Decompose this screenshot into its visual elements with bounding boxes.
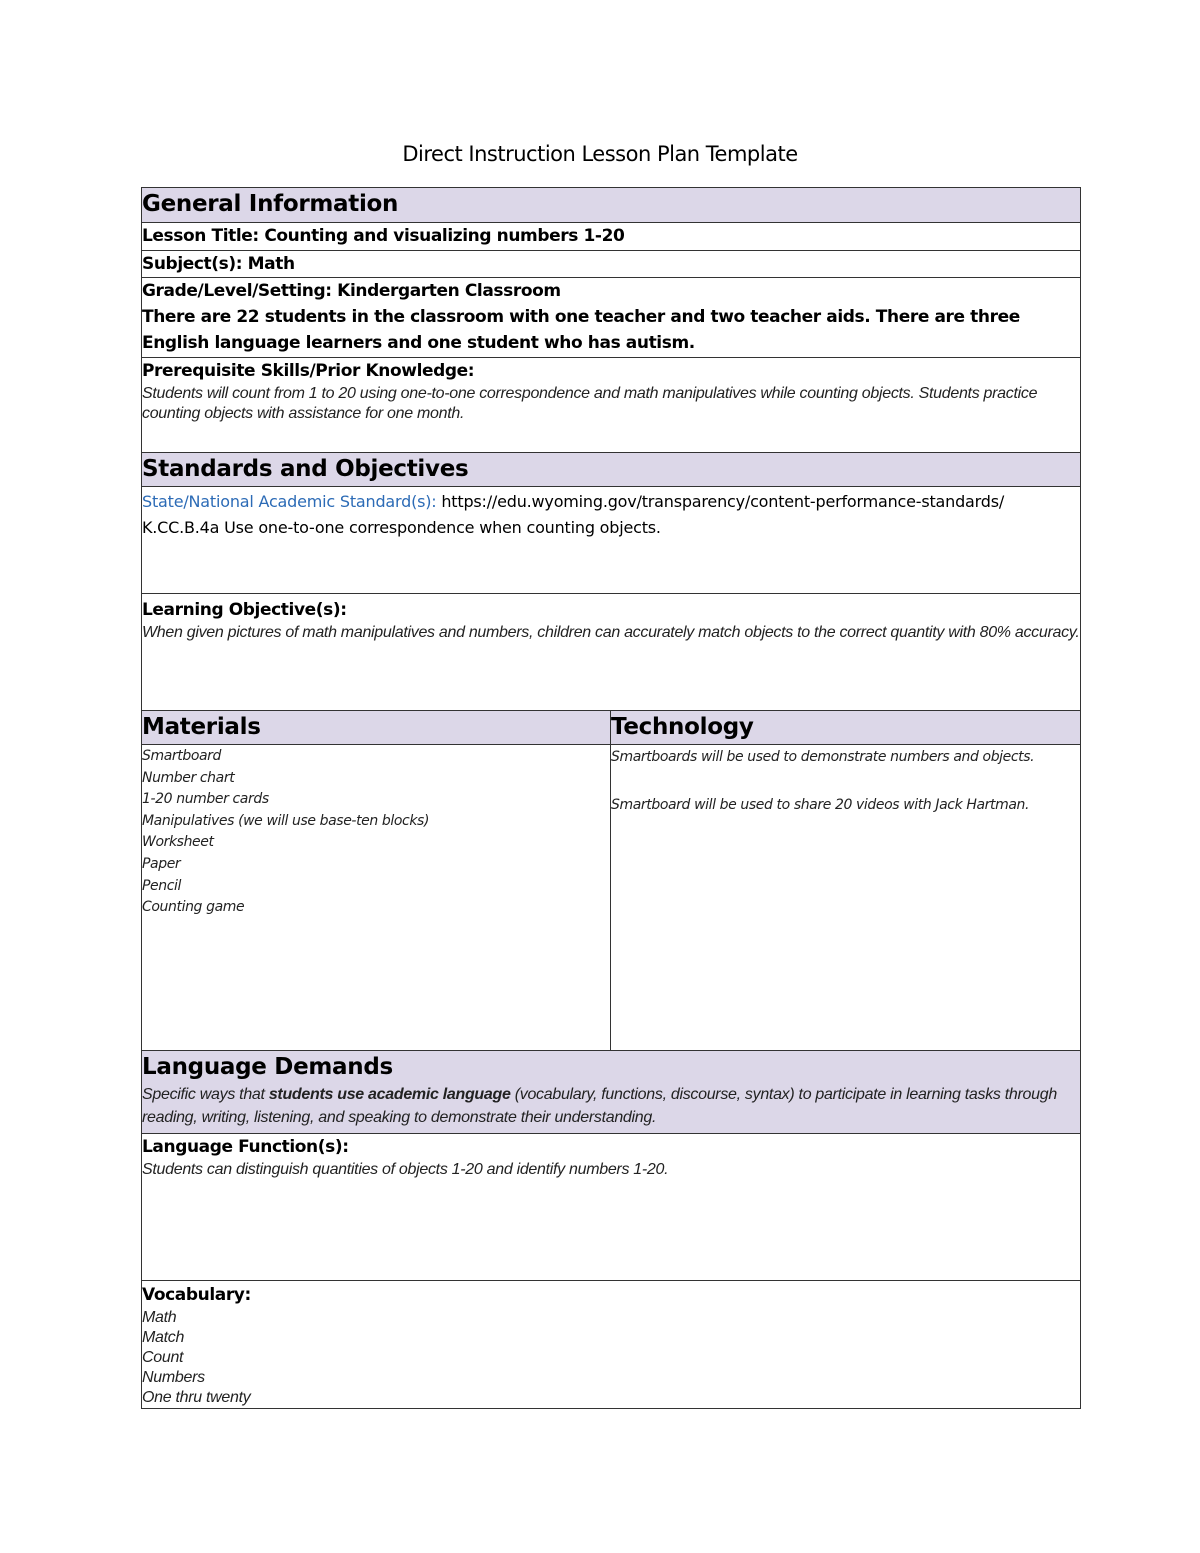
materials-heading: Materials — [142, 711, 611, 744]
prerequisite-text: Students will count from 1 to 20 using one-to-one correspondence and math manipulatives while counting objects. Students practice counting objects with assistance for one month. — [142, 385, 1038, 422]
vocabulary-item: Match — [142, 1329, 185, 1346]
technology-list — [611, 745, 1080, 1050]
vocabulary-row — [142, 1281, 1080, 1408]
language-function-text: Students can distinguish quantities of objects 1-20 and identify numbers 1-20. — [142, 1161, 669, 1178]
technology-item: Smartboards will be used to demonstrate numbers and objects. — [611, 749, 1035, 765]
material-item: Number chart — [142, 769, 235, 786]
materials-technology-body — [142, 745, 1080, 1051]
language-demands-header — [142, 1051, 1080, 1134]
general-info-header — [142, 188, 1080, 223]
description-emphasis: students use academic language — [268, 1086, 511, 1103]
prerequisite-label: Prerequisite Skills/Prior Knowledge: — [142, 361, 475, 381]
material-item: Counting game — [142, 899, 245, 916]
subjects-row — [142, 251, 1080, 278]
standards-header — [142, 453, 1080, 487]
general-info-heading: General Information — [142, 191, 399, 217]
description-lead: Specific ways that — [142, 1086, 269, 1103]
materials-technology-header — [142, 711, 1080, 745]
grade-setting: Grade/Level/Setting: Kindergarten Classroom — [142, 281, 561, 301]
lesson-title: Lesson Title: Counting and visualizing numbers 1-20 — [142, 226, 625, 246]
language-function-row — [142, 1134, 1080, 1281]
technology-heading: Technology — [611, 714, 754, 740]
lesson-plan-table — [141, 187, 1081, 1409]
vocabulary-item: Numbers — [142, 1369, 205, 1386]
standard-url[interactable]: https://edu.wyoming.gov/transparency/content-performance-standards/ — [436, 492, 1005, 511]
standard-reference — [142, 489, 1080, 515]
vocabulary-item: Count — [142, 1349, 184, 1366]
vocabulary-label: Vocabulary: — [142, 1285, 251, 1305]
standards-row — [142, 487, 1080, 594]
subjects: Subject(s): Math — [142, 254, 295, 274]
vocabulary-item: One thru twenty — [142, 1389, 251, 1406]
class-description: There are 22 students in the classroom with one teacher and two teacher aids. There are three English language learners and one student who has autism. — [142, 307, 1020, 353]
material-item: Worksheet — [142, 834, 214, 851]
language-function-label: Language Function(s): — [142, 1137, 349, 1157]
lesson-title-row — [142, 223, 1080, 251]
standard-code: K.CC.B.4a Use one-to-one correspondence when counting objects. — [142, 518, 661, 537]
description-rest: (vocabulary, functions, discourse, syntax) to participate in learning tasks through reading, writing, listening, and speaking to demonstrate their understanding. — [142, 1086, 1057, 1126]
technology-spacer — [611, 769, 1080, 793]
objectives-row — [142, 594, 1080, 711]
objective-label: Learning Objective(s): — [142, 600, 347, 620]
standard-label: State/National Academic Standard(s): — [142, 492, 437, 511]
vocabulary-item: Math — [142, 1309, 177, 1326]
technology-item: Smartboard will be used to share 20 videos with Jack Hartman. — [611, 797, 1030, 813]
language-demands-description — [142, 1083, 1080, 1129]
prerequisite-row — [142, 358, 1080, 453]
objective-text: When given pictures of math manipulatives and numbers, children can accurately match objects to the correct quantity with 80% accuracy. — [142, 624, 1080, 641]
document-title: Direct Instruction Lesson Plan Template — [402, 142, 798, 166]
material-item: Paper — [142, 855, 181, 872]
standards-heading: Standards and Objectives — [142, 456, 469, 482]
materials-list — [142, 745, 611, 1050]
material-item: 1-20 number cards — [142, 791, 269, 808]
grade-setting-row — [142, 278, 1080, 358]
material-item: Manipulatives (we will use base-ten blocks) — [142, 812, 429, 829]
material-item: Smartboard — [142, 748, 222, 764]
language-demands-heading: Language Demands — [142, 1054, 393, 1080]
material-item: Pencil — [142, 877, 182, 894]
